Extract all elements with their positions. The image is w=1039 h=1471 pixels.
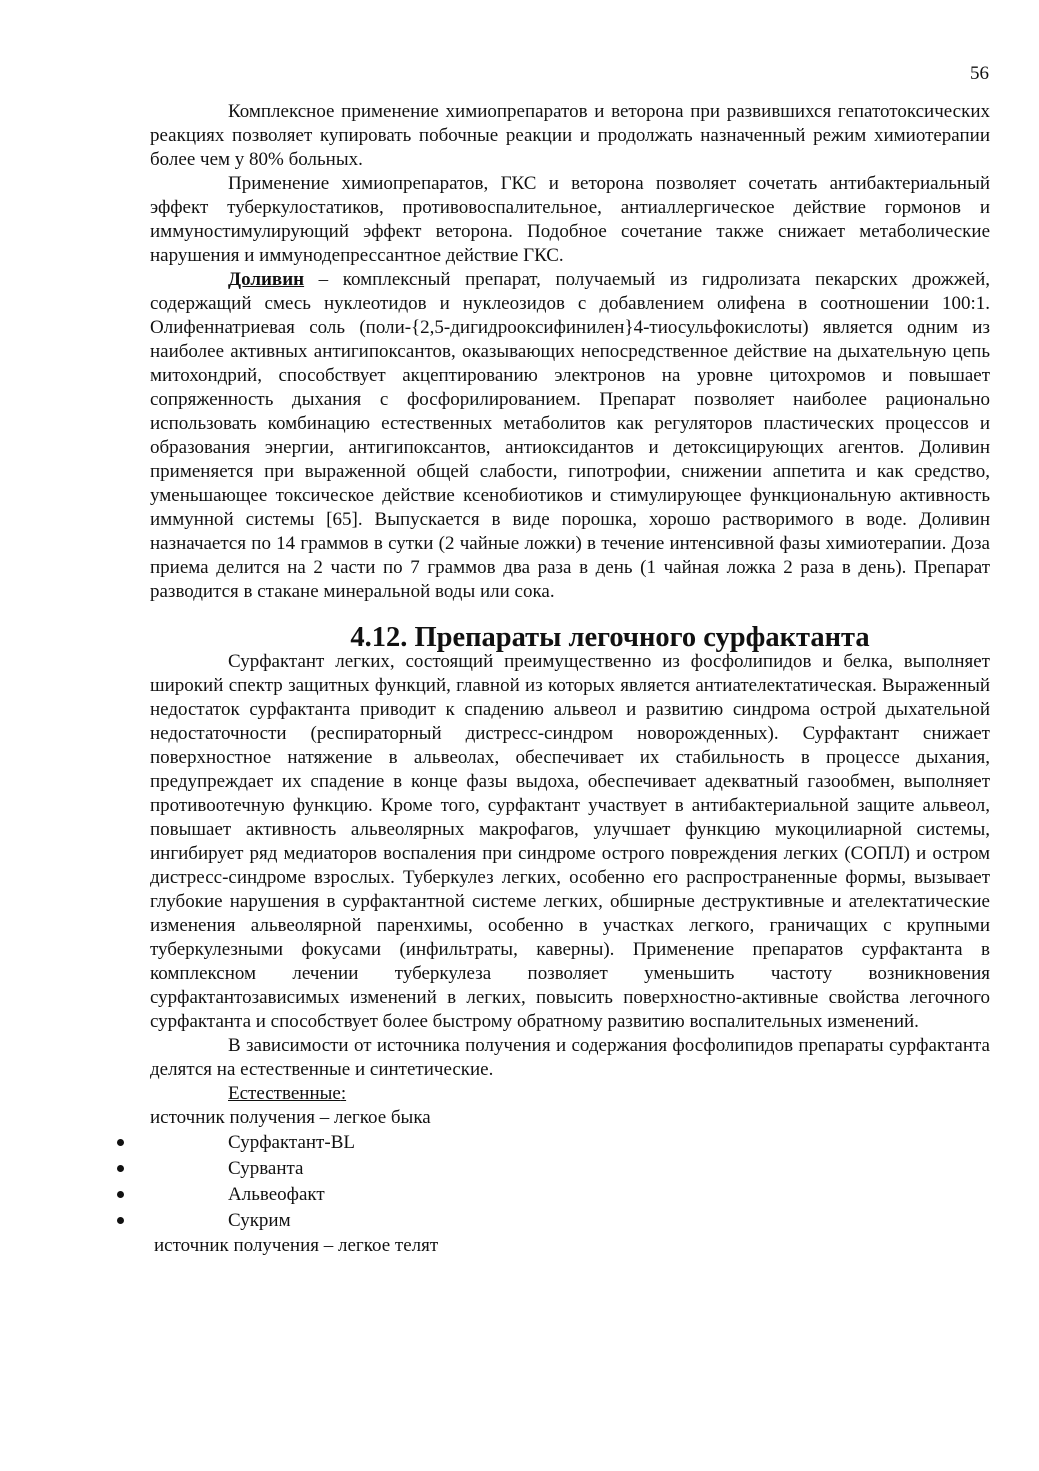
list-item	[150, 1208, 990, 1234]
page-number: 56	[970, 63, 989, 84]
bullet-icon	[117, 1165, 124, 1172]
bullet-icon	[117, 1191, 124, 1198]
paragraph-dolivin	[150, 268, 990, 604]
list-item-label: Сукрим	[228, 1210, 291, 1231]
list-item	[150, 1130, 990, 1156]
section-title: 4.12. Препараты легочного сурфактанта	[350, 622, 870, 653]
document-body	[150, 100, 990, 1258]
paragraph-hepatotoxic: Комплексное применение химиопрепаратов и веторона при развившихся гепатотоксических реакциях позволяет купировать побочные реакции и продолжать назначенный режим химиотерапии более чем у 80% больных.	[150, 101, 990, 170]
bullet-icon	[117, 1139, 124, 1146]
list-item-label: Сурфактант-BL	[228, 1132, 355, 1153]
paragraph-gks-combination: Применение химиопрепаратов, ГКС и веторона позволяет сочетать антибактериальный эффект туберкулостатиков, противовоспалительное, антиаллергическое действие гормонов и иммуностимулирующий эффект веторона. Подобное сочетание также снижает метаболические нарушения и иммунодепрессантное действие ГКС.	[150, 173, 990, 266]
bullet-icon	[117, 1217, 124, 1224]
list-item	[150, 1156, 990, 1182]
list-item	[150, 1182, 990, 1208]
source-bovine: источник получения – легкое быка	[150, 1107, 431, 1128]
dolivin-term: Доливин	[228, 269, 305, 290]
paragraph-surfactant: Сурфактант легких, состоящий преимущественно из фосфолипидов и белка, выполняет широкий спектр защитных функций, главной из которых является антиателектатическая. Выраженный недостаток сурфактанта приводит к спадению альвеол и развитию синдрома острой дыхательной недостаточности (респираторный дистресс-синдром новорожденных). Сурфактант снижает поверхностное натяжение в альвеолах, обеспечивает их стабильность в процессе дыхания, предупреждает их спадение в конце фазы выдоха, обеспечивает адекватный газообмен, выполняет противоотечную функцию. Кроме того, сурфактант участвует в антибактериальной защите альвеол, повышает активность альвеолярных макрофагов, улучшает функцию мукоцилиарной системы, ингибирует ряд медиаторов воспаления при синдроме острого повреждения легких (СОПЛ) и остром дистресс-синдроме взрослых. Туберкулез легких, особенно его распространенные формы, вызывает глубокие нарушения в сурфактантной системе легких, обширные деструктивные и ателектатические изменения альвеолярной паренхимы, особенно в участках легкого, граничащих с крупными туберкулезными фокусами (инфильтраты, каверны). Применение препаратов сурфактанта в комплексном лечении туберкулеза позволяет уменьшить частоту возникновения сурфактантозависимых изменений в легких, повысить поверхностно-активные свойства легочного сурфактанта и способствует более быстрому обратному развитию воспалительных изменений.	[150, 651, 990, 1032]
natural-heading	[150, 1082, 990, 1106]
natural-heading-colon: :	[340, 1083, 347, 1104]
source-calf: источник получения – легкое телят	[154, 1235, 439, 1256]
natural-heading-text: Естественные	[228, 1083, 341, 1104]
list-item-label: Сурванта	[228, 1158, 304, 1179]
bovine-list	[150, 1130, 990, 1234]
dolivin-description: – комплексный препарат, получаемый из гидролизата пекарских дрожжей, содержащий смесь нуклеотидов и нуклеозидов с добавлением олифена в соотношении 100:1. Олифеннатриевая соль (поли-{2,5-дигидрооксифинилен}4-тиосульфокислоты) является одним из наиболее активных антигипоксантов, оказывающих непосредственное действие на дыхательную цепь митохондрий, способствует акцептированию электронов на уровне цитохромов и повышает сопряженность дыхания с фосфорилированием. Препарат позволяет наиболее рационально использовать комбинацию естественных метаболитов как регуляторов пластических процессов и образования энергии, антигипоксантов, антиоксидантов и детоксицирующих агентов. Доливин применяется при выраженной общей слабости, гипотрофии, снижении аппетита и как средство, уменьшающее токсическое действие ксенобиотиков и стимулирующее функциональную активность иммунной системы [65]. Выпускается в виде порошка, хорошо растворимого в воде. Доливин назначается по 14 граммов в сутки (2 чайные ложки) в течение интенсивной фазы химиотерапии. Доза приема делится на 2 части по 7 граммов два раза в день (1 чайная ложка 2 раза в день). Препарат разводится в стакане минеральной воды или сока.	[150, 269, 990, 602]
list-item-label: Альвеофакт	[228, 1184, 325, 1205]
paragraph-surfactant-types: В зависимости от источника получения и содержания фосфолипидов препараты сурфактанта делятся на естественные и синтетические.	[150, 1035, 990, 1080]
